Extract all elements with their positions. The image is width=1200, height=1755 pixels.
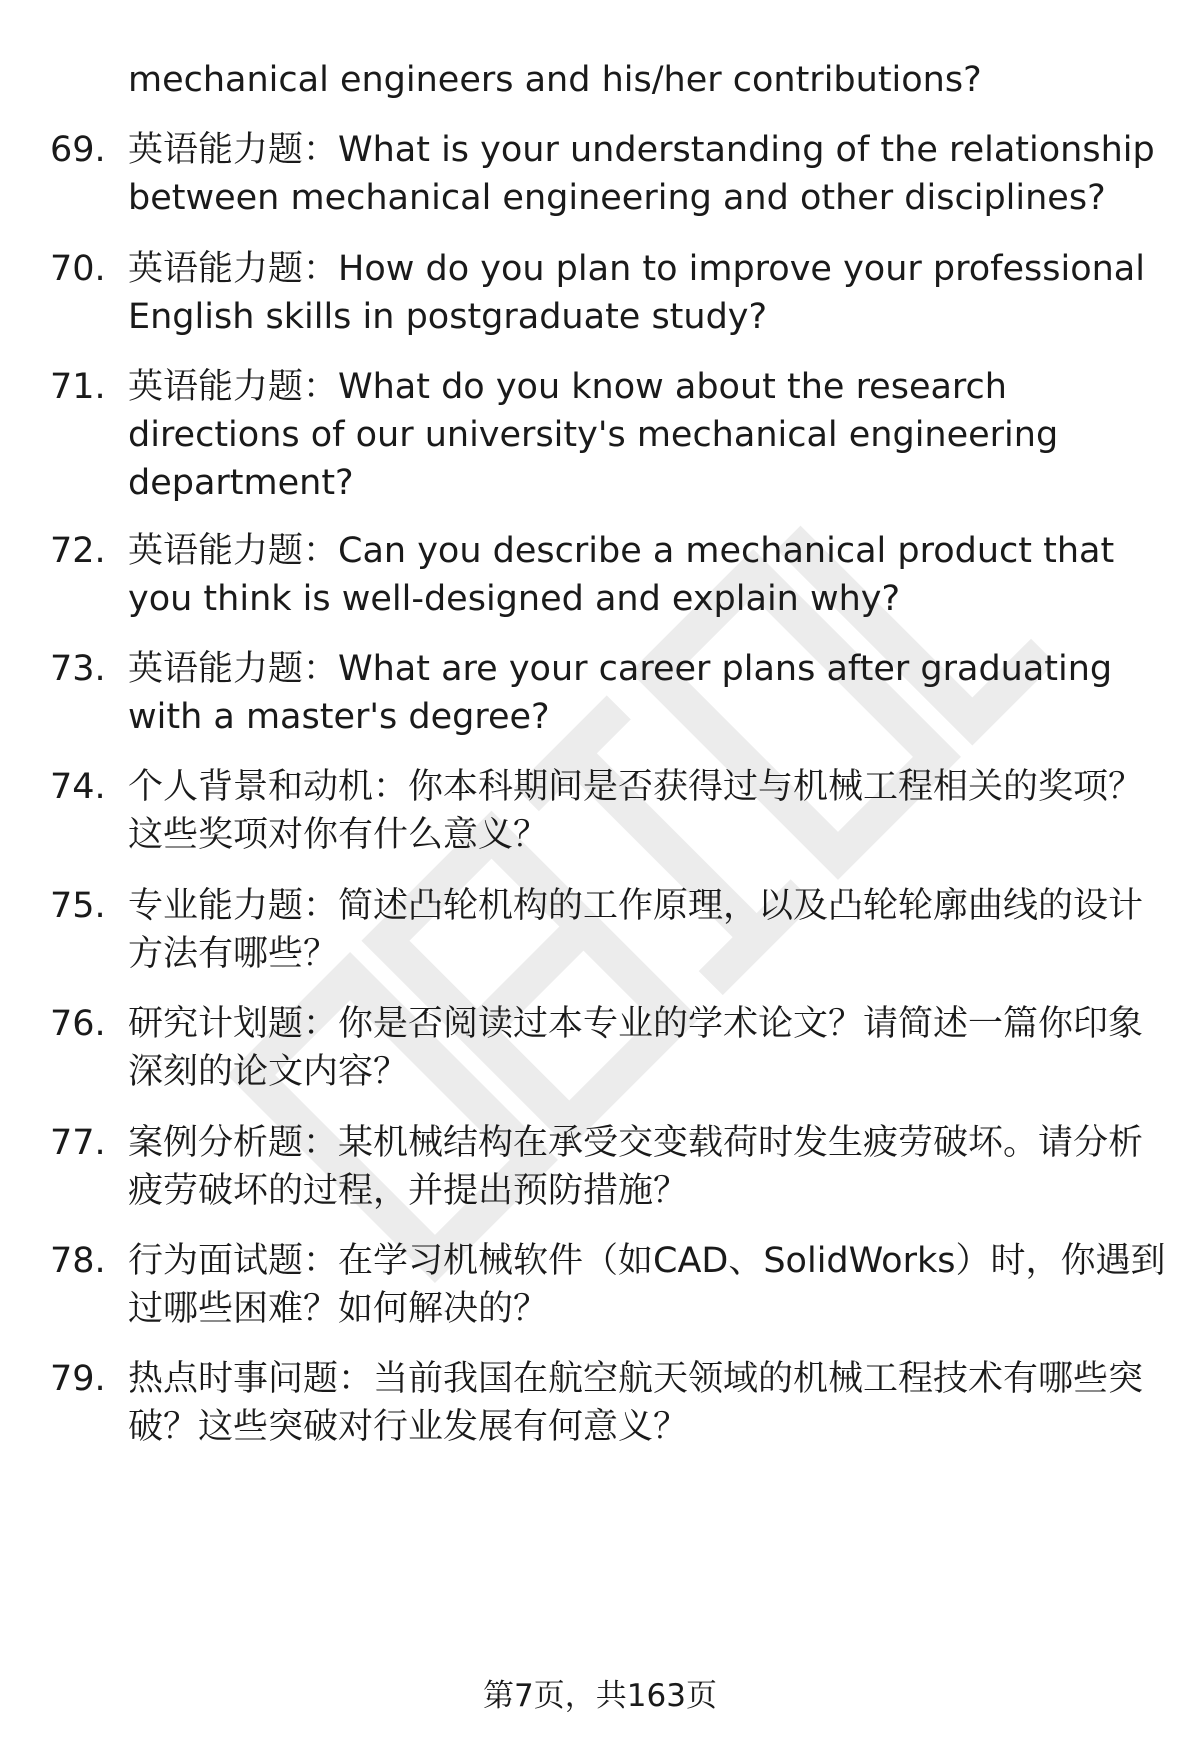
question-number: 72.: [50, 531, 106, 571]
question-text: 行为面试题：在学习机械软件（如CAD、SolidWorks）时，你遇到过哪些困难？如何解决的？: [128, 1241, 1166, 1329]
question-text: 英语能力题：What is your understanding of the relationship between mechanical engineering and other disciplines?: [128, 130, 1155, 218]
question-number: 75.: [50, 886, 106, 926]
question-number: 79.: [50, 1359, 106, 1399]
question-text: 热点时事问题：当前我国在航空航天领域的机械工程技术有哪些突破？这些突破对行业发展有何意义？: [128, 1359, 1144, 1447]
question-text: 案例分析题：某机械结构在承受交变载荷时发生疲劳破坏。请分析疲劳破坏的过程，并提出预防措施？: [128, 1123, 1144, 1211]
question-text: 英语能力题：What do you know about the research directions of our university's mechanical engineering department?: [128, 367, 1059, 503]
question-text: 专业能力题：简述凸轮机构的工作原理，以及凸轮轮廓曲线的设计方法有哪些？: [128, 886, 1144, 974]
question-number: 78.: [50, 1241, 106, 1281]
question-number: 73.: [50, 649, 106, 689]
question-number: 70.: [50, 249, 106, 289]
page-number-footer: 第7页，共163页: [483, 1678, 717, 1714]
question-text: 英语能力题：How do you plan to improve your professional English skills in postgraduate study?: [128, 249, 1145, 337]
question-number: 71.: [50, 367, 106, 407]
question-number: 69.: [50, 130, 106, 170]
question-text: 英语能力题：What are your career plans after graduating with a master's degree?: [128, 649, 1113, 737]
continued-question-text: mechanical engineers and his/her contributions?: [128, 60, 982, 100]
question-number: 77.: [50, 1123, 106, 1163]
question-text: 英语能力题：Can you describe a mechanical product that you think is well-designed and explain why?: [128, 531, 1115, 619]
question-text: 个人背景和动机：你本科期间是否获得过与机械工程相关的奖项？这些奖项对你有什么意义？: [128, 767, 1144, 855]
question-number: 74.: [50, 767, 106, 807]
question-text: 研究计划题：你是否阅读过本专业的学术论文？请简述一篇你印象深刻的论文内容？: [128, 1004, 1144, 1092]
question-number: 76.: [50, 1004, 106, 1044]
